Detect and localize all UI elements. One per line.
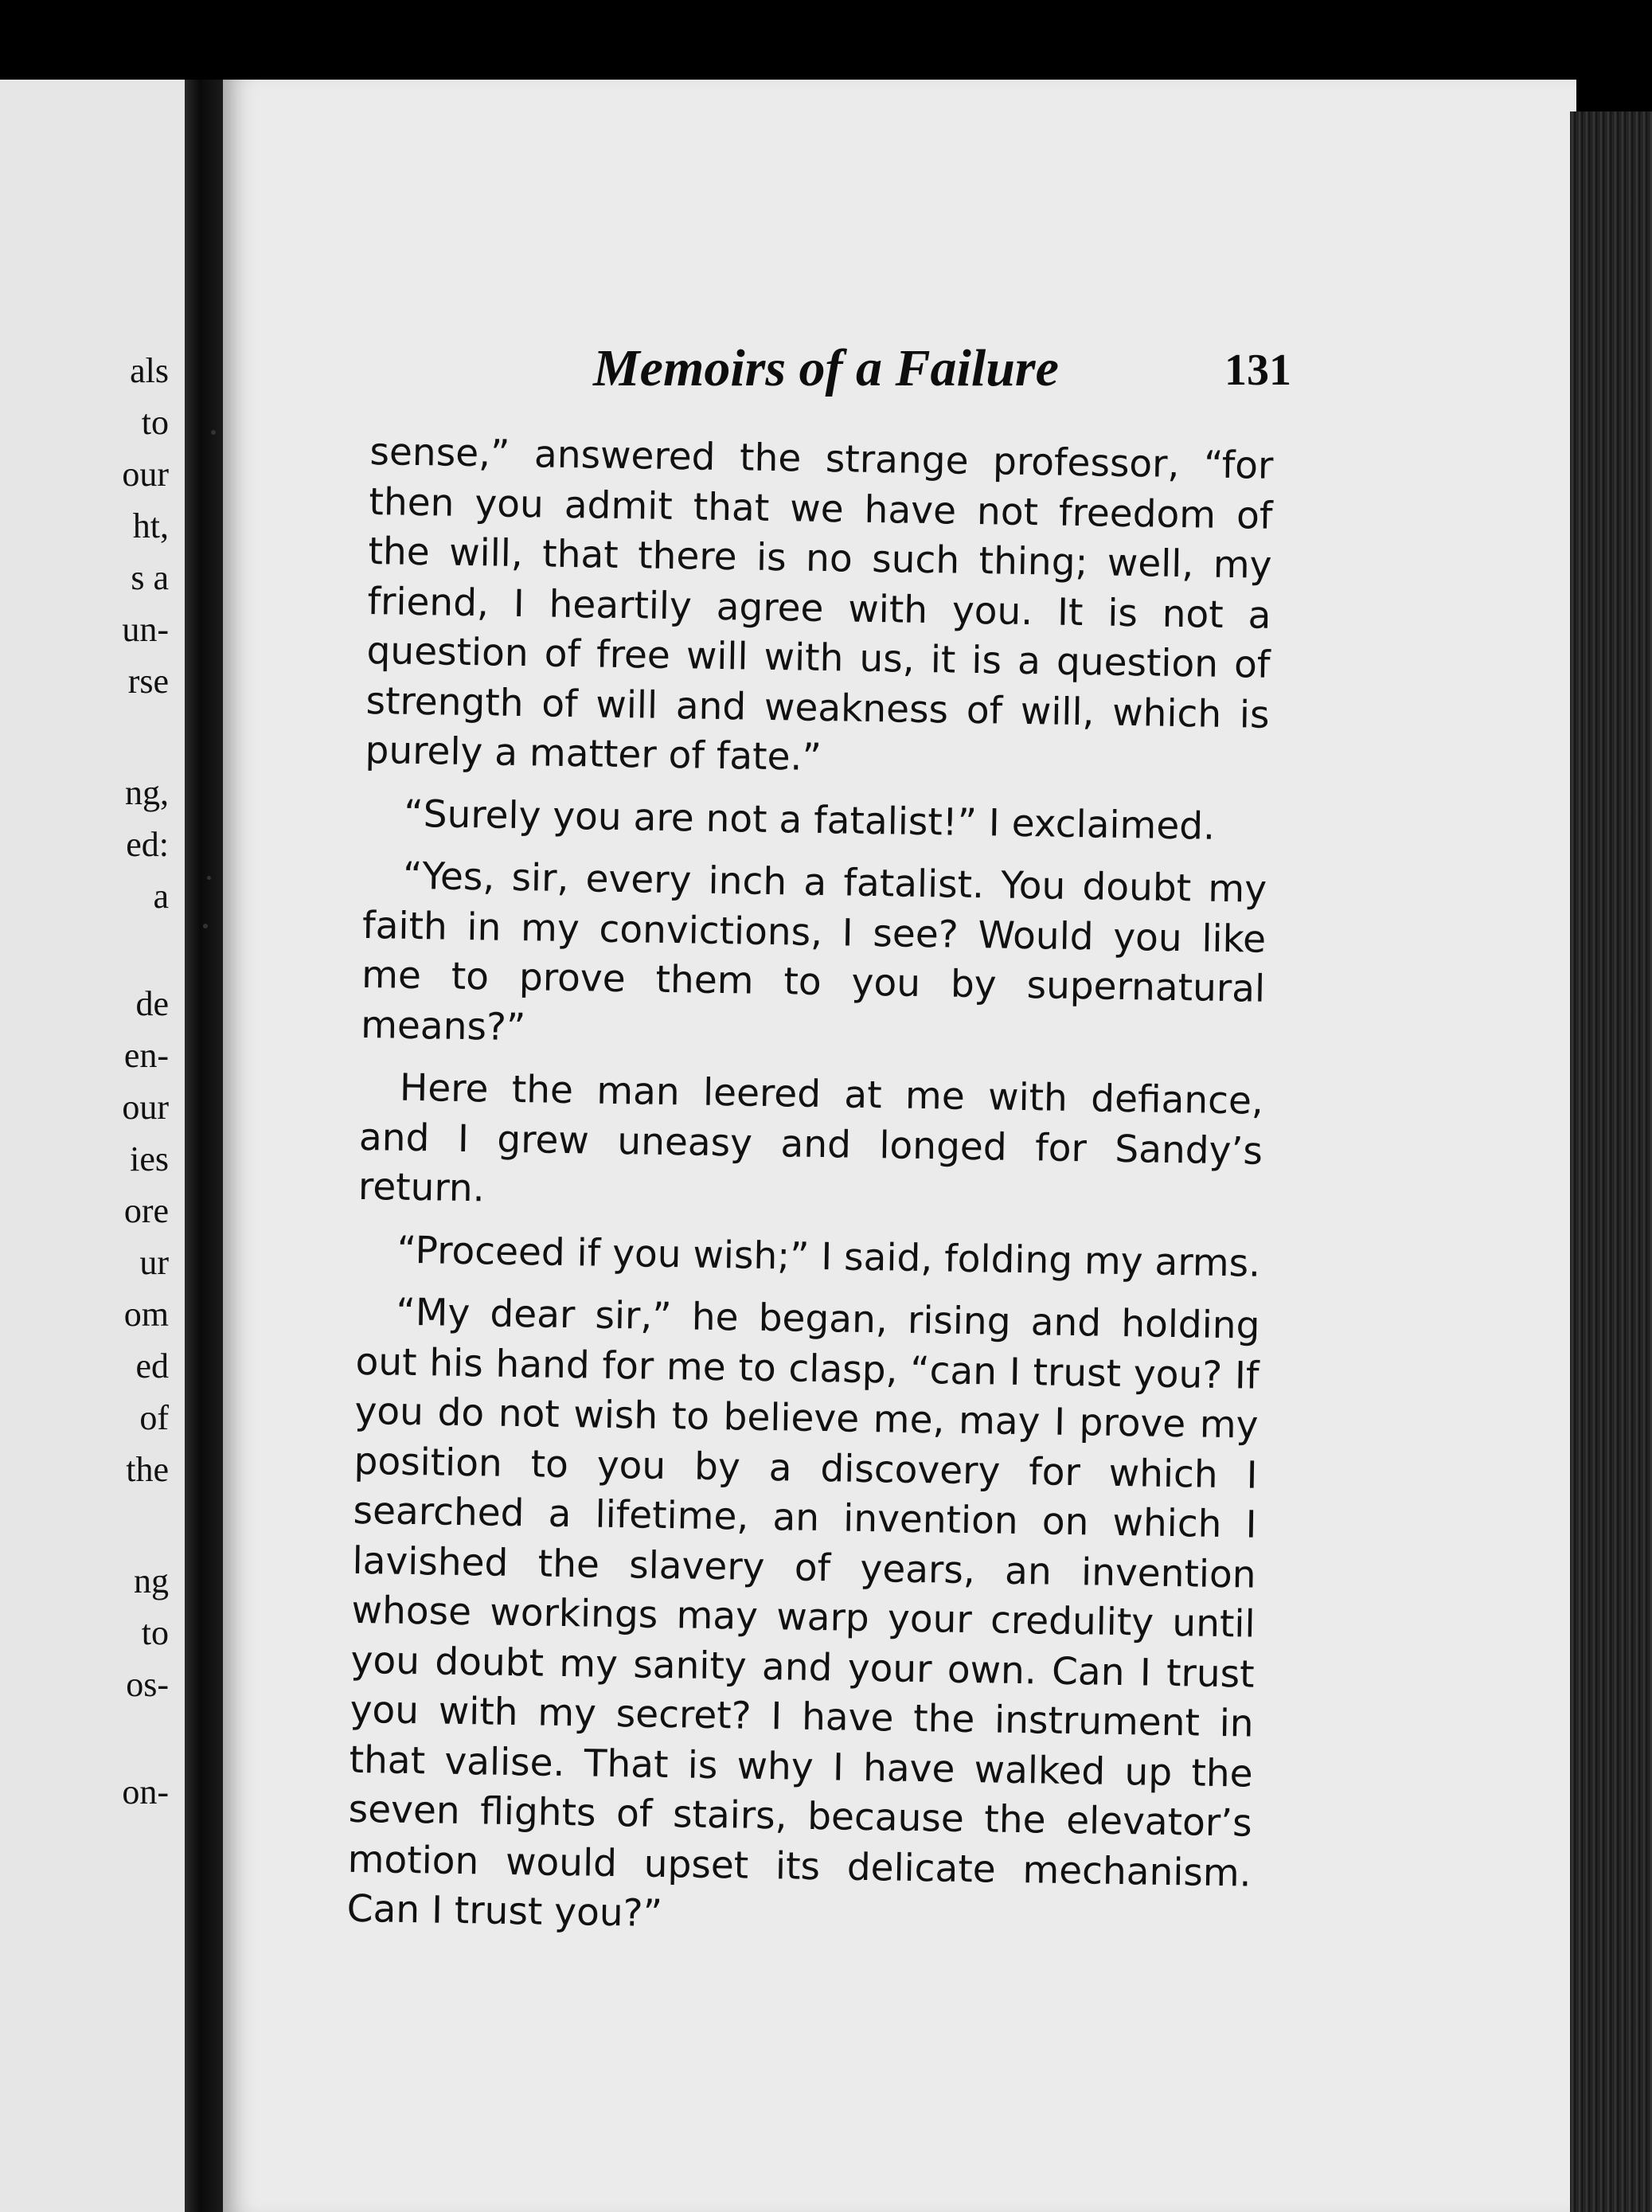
paragraph: “Yes, sir, every inch a fatalist. You doubt my faith in my convictions, I see? Would you like me to prove them to you by supernatural means?” <box>360 854 1267 1049</box>
fragment-line: of <box>139 1398 169 1437</box>
scan-speck <box>203 924 208 928</box>
page-number: 131 <box>1224 346 1291 395</box>
paragraph: Here the man leered at me with defiance, and I grew uneasy and longed for Sandy’s return. <box>357 1065 1264 1211</box>
fragment-line: ng, <box>125 773 169 812</box>
paragraph: “Proceed if you wish;” I said, folding my arms. <box>396 1228 1261 1286</box>
fragment-line: to <box>141 1613 169 1652</box>
fragment-line: un- <box>122 610 169 649</box>
fragment-line: os- <box>126 1665 169 1704</box>
fragment-line: our <box>122 455 169 494</box>
fragment-line: en- <box>123 1036 169 1075</box>
fragment-line: to <box>141 403 169 442</box>
fragment-line: ed: <box>126 825 169 864</box>
fragment-line: on- <box>122 1772 169 1811</box>
book-gutter <box>185 80 223 2212</box>
fragment-line: de <box>135 984 169 1023</box>
fragment-line: s a <box>131 558 169 597</box>
fragment-line: om <box>123 1295 169 1334</box>
fragment-line: als <box>130 351 169 390</box>
fragment-line: a <box>153 877 169 916</box>
scan-speck <box>207 876 211 880</box>
fragment-line: ore <box>123 1191 169 1230</box>
fragment-line: ur <box>139 1243 169 1282</box>
scan-speck <box>211 430 216 435</box>
page-edges <box>1570 111 1652 2212</box>
paragraph: “Surely you are not a fatalist!” I exclaimed. <box>403 791 1216 849</box>
fragment-line: ed <box>135 1346 169 1385</box>
paragraph: sense,” answered the strange professor, “for then you admit that we have not freedom of the will, that there is no such thing; well, my friend, I heartily agree with you. It is not a question of free will with us, it is a question of strength of will and weakness of will, which is purely a matter of fate.” <box>365 429 1274 780</box>
page-header <box>223 259 1576 397</box>
book-page <box>223 80 1576 2212</box>
body-text <box>346 428 1274 1948</box>
fragment-line: ht, <box>132 506 169 545</box>
fragment-line: our <box>122 1088 169 1127</box>
fragment-line: rse <box>127 662 169 701</box>
paragraph: “My dear sir,” he began, rising and holding out his hand for me to clasp, “can I trust you? If you do not wish to believe me, may I prove my position to you by a discovery for which I searched a lifetime, an invention on which I lavished the slavery of years, an invention whose workings may warp your credulity until you doubt my sanity and your own. Can I trust you with my secret? I have the instrument in that valise. That is why I have walked up the seven flights of stairs, because the elevator’s motion would upset its delicate mechanism. Can I trust you?” <box>346 1290 1260 1936</box>
previous-page <box>0 80 185 2212</box>
fragment-line: ng <box>134 1561 169 1600</box>
fragment-line: ies <box>130 1139 169 1178</box>
fragment-line: the <box>126 1450 169 1489</box>
running-title: Memoirs of a Failure <box>593 339 1059 397</box>
